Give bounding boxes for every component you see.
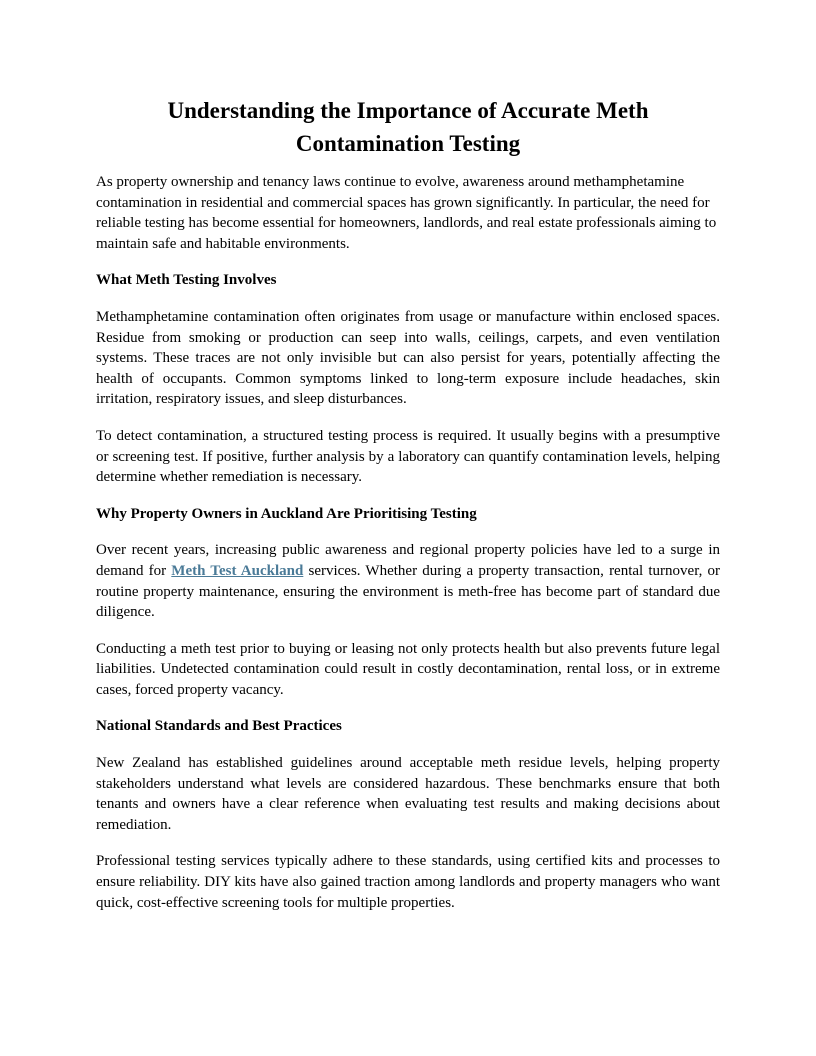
section-heading-national-standards: National Standards and Best Practices — [96, 718, 342, 735]
section3-paragraph-1: New Zealand has established guidelines around acceptable meth residue levels, helping property stakeholders understand what levels are considered hazardous. These benchmarks ensure that both tenants and owners have a clear reference when evaluating test results and making decisions about remediation. — [96, 755, 720, 833]
section2-p1-after-text: services. Whether during a property transaction, rental turnover, or routine property maintenance, ensuring the environment is meth-free has become part of standard due diligence. — [96, 562, 720, 621]
document-page — [96, 94, 720, 929]
document-title — [96, 94, 720, 160]
meth-test-auckland-link[interactable]: Meth Test Auckland — [171, 562, 304, 579]
section3-paragraph-2: Professional testing services typically adhere to these standards, using certified kits and processes to ensure reliability. DIY kits have also gained traction among landlords and property managers who want quick, cost-effective screening tools for multiple properties. — [96, 853, 720, 911]
section2-paragraph-1 — [96, 540, 720, 622]
section-heading-what-meth-testing: What Meth Testing Involves — [96, 272, 277, 289]
section-heading-auckland-testing: Why Property Owners in Auckland Are Prioritising Testing — [96, 505, 477, 522]
intro-paragraph: As property ownership and tenancy laws continue to evolve, awareness around methamphetamine contamination in residential and commercial spaces has grown significantly. In particular, the need for reliable testing has become essential for homeowners, landlords, and real estate professionals aiming to maintain safe and habitable environments. — [96, 174, 717, 252]
title-line-1: Understanding the Importance of Accurate Meth — [167, 98, 649, 123]
section1-paragraph-2: To detect contamination, a structured testing process is required. It usually begins with a presumptive or screening test. If positive, further analysis by a laboratory can quantify contamination levels, helping determine whether remediation is necessary. — [96, 427, 720, 486]
title-line-2: Contamination Testing — [295, 131, 521, 156]
section1-paragraph-1: Methamphetamine contamination often originates from usage or manufacture within enclosed spaces. Residue from smoking or production can seep into walls, ceilings, carpets, and even ventilation systems. These traces are not only invisible but can also persist for years, potentially affecting the health of occupants. Common symptoms linked to long-term exposure include headaches, skin irritation, respiratory issues, and sleep disturbances. — [96, 308, 720, 408]
section2-paragraph-2: Conducting a meth test prior to buying or leasing not only protects health but also prevents future legal liabilities. Undetected contamination could result in costly decontamination, rental loss, or in extreme cases, forced property vacancy. — [96, 640, 720, 698]
section2-p1-before-text: Over recent years, increasing public awareness and regional property policies have led to a surge in demand for — [96, 542, 720, 579]
